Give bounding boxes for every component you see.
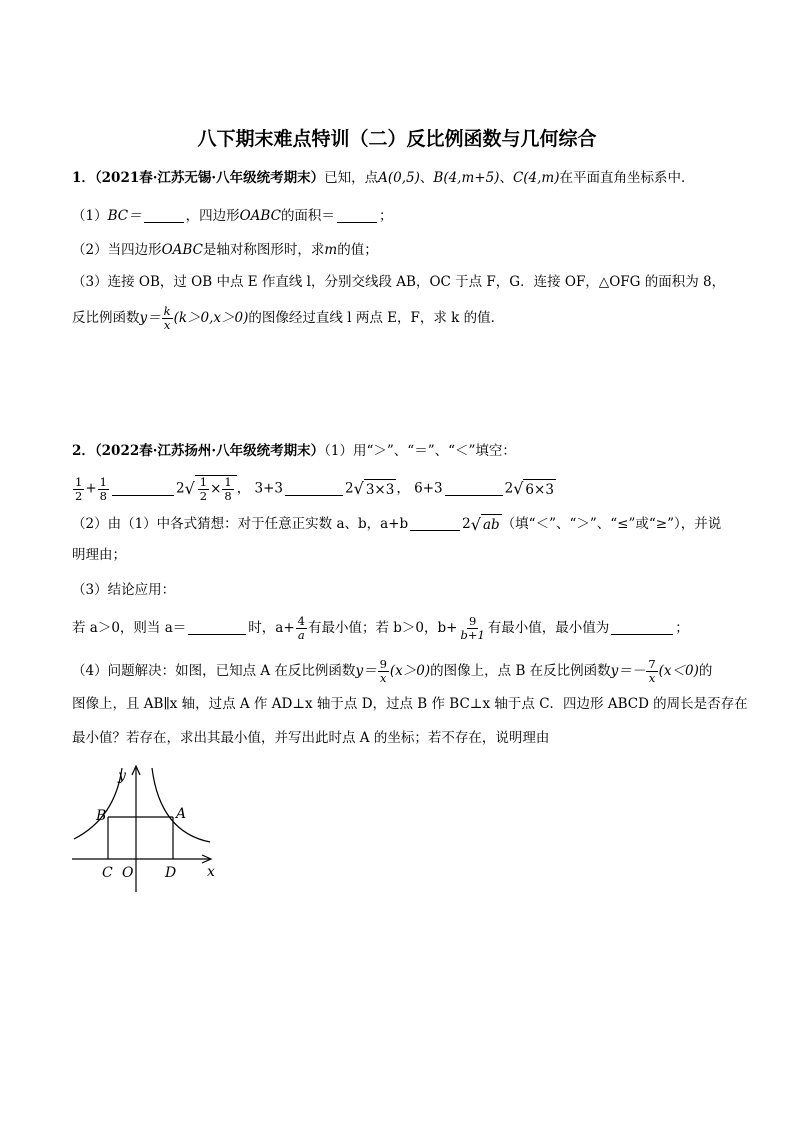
q2-app-c: 有最小值；若 b＞0，b+ bbox=[307, 620, 458, 636]
q2-p4-a: 问题解决：如图，已知点 A 在反比例函数 bbox=[107, 663, 356, 679]
radical-3x3: √ 3×3 bbox=[353, 479, 395, 498]
label-o: O bbox=[122, 865, 134, 881]
q1-p1-end: ； bbox=[378, 208, 393, 224]
answer-blank[interactable] bbox=[285, 481, 343, 496]
q1-source: （2021春·江苏无锡·八年级统考期末） bbox=[94, 170, 325, 186]
fraction-7-over-x: $\frac{7}{x}$ bbox=[648, 657, 656, 685]
plus-sign: + bbox=[85, 480, 97, 497]
answer-blank[interactable] bbox=[337, 208, 377, 223]
separator: ， bbox=[236, 480, 251, 497]
answer-blank[interactable] bbox=[112, 481, 174, 496]
q1-p1-area: 的面积＝ bbox=[280, 208, 335, 224]
q2-intro-line bbox=[72, 441, 516, 461]
q2-number: 2． bbox=[72, 443, 95, 459]
figure-svg bbox=[60, 762, 230, 897]
q1-p1-mid: ，四边形 bbox=[185, 208, 240, 224]
q1-p3-line2-a: 反比例函数 bbox=[72, 310, 140, 326]
q2-p2-text-b: （填“＜”、“＞”、“≤”或“≥”），并说 bbox=[501, 516, 722, 532]
q1-intro-a: 已知，点 bbox=[324, 170, 379, 186]
radical-half-times-eighth: √ $\frac{1}{2}$ × $\frac{1}{8}$ bbox=[185, 475, 237, 503]
q1-number: 1． bbox=[72, 170, 95, 186]
q2-part4-line2: 图像上，且 AB∥x 轴，过点 A 作 AD⊥x 轴于点 D，过点 B 作 BC⊥x 轴于点 C．四边形 ABCD 的周长是否存在 bbox=[72, 696, 748, 712]
fraction-4-over-a: $\frac{4}{a}$ bbox=[297, 614, 305, 642]
q2-part4-line1 bbox=[72, 658, 712, 685]
answer-blank[interactable] bbox=[445, 481, 503, 496]
label-x: x bbox=[207, 864, 215, 880]
answer-blank[interactable] bbox=[188, 620, 246, 635]
q1-p2-m: m bbox=[324, 242, 338, 258]
q1-p2-text-b: 是轴对称图形时，求 bbox=[202, 242, 325, 258]
q2-app-d: 有最小值，最小值为 bbox=[487, 620, 610, 636]
q1-p1-bc: BC＝ bbox=[107, 208, 142, 224]
q2-p4-c: 的 bbox=[698, 663, 713, 679]
fraction-one-half: $\frac{1}{2}$ bbox=[75, 474, 83, 503]
q2-application bbox=[72, 615, 689, 642]
q2-app-b: 时，a+ bbox=[248, 620, 295, 636]
q2-p4-label: （4） bbox=[72, 663, 108, 679]
q2-app-a: 若 a＞0，则当 a＝ bbox=[72, 620, 187, 636]
fraction-9-over-x: $\frac{9}{x}$ bbox=[379, 657, 387, 685]
q2-app-end: ； bbox=[675, 620, 689, 636]
q1-part3-line2 bbox=[72, 305, 504, 332]
q1-point-c: C(4,m) bbox=[512, 170, 560, 186]
fraction-k-over-x: $\frac{k}{x}$ bbox=[163, 304, 171, 332]
coefficient-two: 2 bbox=[345, 480, 354, 497]
q2-part2-line2: 明理由； bbox=[72, 547, 126, 563]
right-hyperbola-branch bbox=[152, 768, 210, 842]
q2-source: （2022春·江苏扬州·八年级统考期末） bbox=[94, 443, 325, 459]
q2-p4-y2: y＝－ bbox=[610, 663, 646, 679]
q2-p3-text: 结论应用： bbox=[107, 582, 176, 598]
hyperbola-figure bbox=[60, 762, 230, 901]
page-title: 八下期末难点特训（二）反比例函数与几何综合 bbox=[197, 128, 597, 150]
q1-part2 bbox=[72, 240, 378, 260]
expr-6-plus-3: 6+3 bbox=[414, 480, 443, 497]
label-b: B bbox=[96, 808, 107, 824]
q1-p3-line1: 连接 OB，过 OB 中点 E 作直线 l，分别交线段 AB，OC 于点 F，G．连接 OF，△OFG 的面积为 8， bbox=[107, 274, 726, 290]
answer-blank[interactable] bbox=[611, 620, 673, 635]
q1-point-b: B(4,m+5) bbox=[433, 170, 500, 186]
q1-p3-label: （3） bbox=[72, 274, 108, 290]
q1-p1-oabc: OABC bbox=[239, 208, 281, 224]
q2-p2-text-a: 由（1）中各式猜想：对于任意正实数 a、b，a+b bbox=[107, 516, 409, 532]
q1-part1 bbox=[72, 206, 392, 226]
q1-point-a: A(0,5) bbox=[378, 170, 420, 186]
label-c: C bbox=[102, 865, 113, 881]
separator: ， bbox=[396, 480, 410, 497]
q1-intro-b: 在平面直角坐标系中． bbox=[559, 170, 695, 186]
q1-p3-line2-b: 的图像经过直线 l 两点 E，F，求 k 的值． bbox=[248, 310, 505, 326]
q1-intro-line: 1．（2021春·江苏无锡·八年级统考期末）已知，点A(0,5)、B(4,m+5)、C(4,m)在平面直角坐标系中． bbox=[72, 170, 695, 186]
q2-p1-label: （1） bbox=[324, 443, 353, 459]
radical-6x3: √ 6×3 bbox=[513, 479, 554, 498]
q2-part4-line3: 最小值？若存在，求出其最小值，并写出此时点 A 的坐标；若不存在，说明理由 bbox=[72, 730, 550, 746]
expr-3-plus-3: 3+3 bbox=[254, 480, 284, 497]
q2-p4-b: 的图像上，点 B 在反比例函数 bbox=[430, 663, 611, 679]
q1-part3-line1 bbox=[72, 272, 725, 292]
q1-p2-oabc: OABC bbox=[161, 242, 203, 258]
fraction-9-over-b-plus-1: $\frac{9}{b+1}$ bbox=[460, 614, 485, 642]
q1-p3-cond: (k＞0,x＞0) bbox=[173, 310, 249, 326]
coefficient-two: 2 bbox=[175, 480, 185, 497]
q1-p1-label: （1） bbox=[72, 208, 108, 224]
coefficient-two: 2 bbox=[462, 516, 471, 532]
fraction-one-eighth: $\frac{1}{8}$ bbox=[99, 474, 107, 503]
q2-part3 bbox=[72, 580, 175, 600]
label-d: D bbox=[165, 865, 177, 881]
q2-p4-c1: (x＞0) bbox=[389, 663, 431, 679]
q1-p3-y: y＝ bbox=[139, 310, 161, 326]
q2-p1-text: 用“＞”、“＝”、“＜”填空： bbox=[352, 443, 516, 459]
q2-p3-label: （3） bbox=[72, 582, 108, 598]
q1-p2-text-c: 的值； bbox=[337, 242, 378, 258]
q2-p4-c2: (x＜0) bbox=[658, 663, 699, 679]
q1-p2-label: （2） bbox=[72, 242, 108, 258]
radical-ab: √ ab bbox=[470, 514, 500, 534]
q2-comparisons bbox=[72, 475, 556, 503]
label-y: y bbox=[118, 768, 126, 784]
left-hyperbola-branch bbox=[74, 768, 122, 839]
q2-part2-line1 bbox=[72, 514, 721, 535]
answer-blank[interactable] bbox=[410, 516, 460, 531]
q1-p2-text-a: 当四边形 bbox=[107, 242, 162, 258]
coefficient-two: 2 bbox=[504, 480, 514, 497]
q2-p4-y1: y＝ bbox=[355, 663, 377, 679]
label-a: A bbox=[176, 806, 187, 822]
q2-p2-label: （2） bbox=[72, 516, 108, 532]
answer-blank[interactable] bbox=[144, 208, 184, 223]
